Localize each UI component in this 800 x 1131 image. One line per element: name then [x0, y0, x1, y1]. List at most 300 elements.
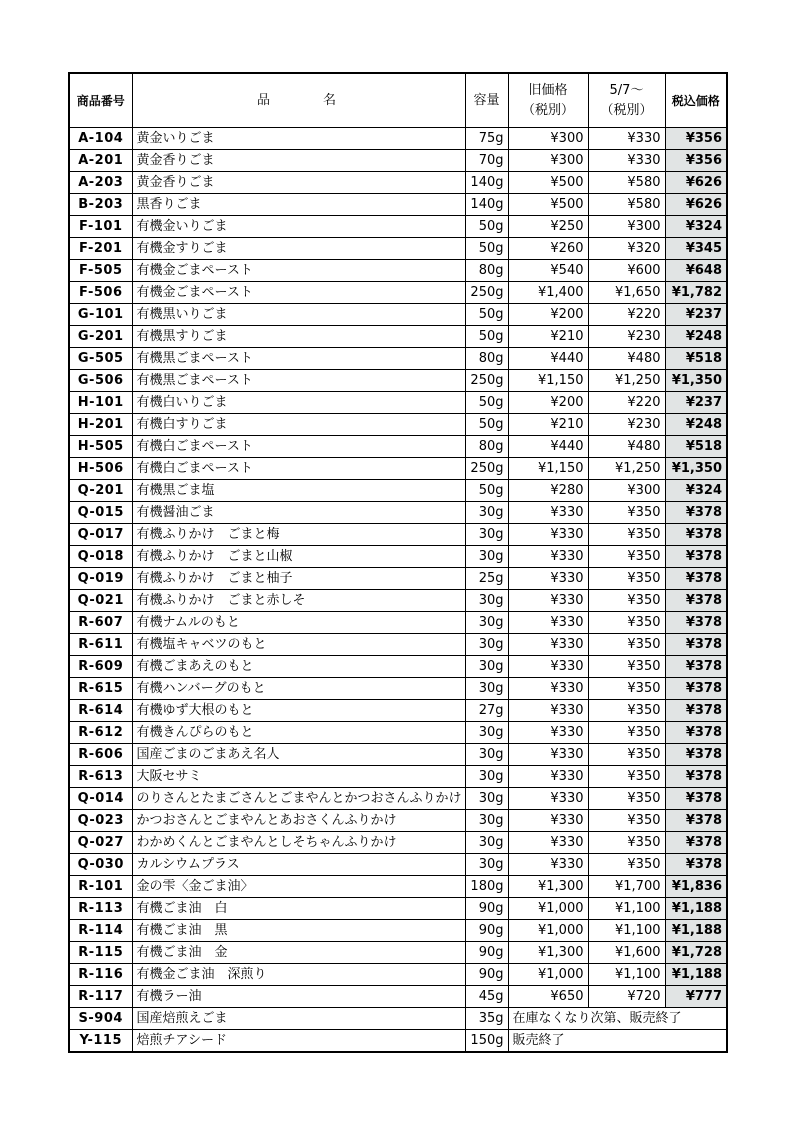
capacity: 30g	[465, 612, 508, 634]
product-code: B-203	[69, 194, 132, 216]
new-price: ¥350	[588, 854, 665, 876]
product-name: 有機金ごまペースト	[132, 282, 465, 304]
capacity: 90g	[465, 964, 508, 986]
product-name: 有機金ごまペースト	[132, 260, 465, 282]
product-name: 有機金ごま油 深煎り	[132, 964, 465, 986]
new-price: ¥580	[588, 172, 665, 194]
capacity: 80g	[465, 436, 508, 458]
product-code: R-615	[69, 678, 132, 700]
tax-price: ¥378	[665, 634, 727, 656]
product-code: F-505	[69, 260, 132, 282]
product-name: 焙煎チアシード	[132, 1030, 465, 1053]
tax-price: ¥378	[665, 766, 727, 788]
table-row	[69, 898, 727, 920]
product-code: H-201	[69, 414, 132, 436]
capacity: 30g	[465, 854, 508, 876]
new-price: ¥1,250	[588, 370, 665, 392]
tax-price: ¥1,188	[665, 898, 727, 920]
product-name: 大阪セサミ	[132, 766, 465, 788]
table-row	[69, 458, 727, 480]
product-code: Q-018	[69, 546, 132, 568]
new-price: ¥350	[588, 568, 665, 590]
tax-price: ¥248	[665, 414, 727, 436]
capacity: 150g	[465, 1030, 508, 1053]
capacity: 50g	[465, 238, 508, 260]
capacity: 30g	[465, 546, 508, 568]
old-price: ¥300	[508, 150, 588, 172]
table-row	[69, 722, 727, 744]
new-price: ¥1,250	[588, 458, 665, 480]
old-price: ¥1,150	[508, 458, 588, 480]
new-price: ¥300	[588, 216, 665, 238]
old-price: ¥280	[508, 480, 588, 502]
tax-price: ¥1,782	[665, 282, 727, 304]
old-price: ¥300	[508, 128, 588, 150]
product-code: A-201	[69, 150, 132, 172]
capacity: 50g	[465, 480, 508, 502]
old-price: ¥1,000	[508, 920, 588, 942]
new-price: ¥350	[588, 766, 665, 788]
new-price: ¥720	[588, 986, 665, 1008]
product-code: R-114	[69, 920, 132, 942]
old-price: ¥250	[508, 216, 588, 238]
new-price: ¥350	[588, 722, 665, 744]
capacity: 30g	[465, 502, 508, 524]
product-code: R-612	[69, 722, 132, 744]
table-row	[69, 502, 727, 524]
tax-price: ¥345	[665, 238, 727, 260]
table-row	[69, 150, 727, 172]
table-row	[69, 304, 727, 326]
header-code: 商品番号	[69, 73, 132, 128]
capacity: 90g	[465, 942, 508, 964]
tax-price: ¥378	[665, 612, 727, 634]
tax-price: ¥1,188	[665, 964, 727, 986]
table-row	[69, 766, 727, 788]
sales-note: 販売終了	[508, 1030, 727, 1053]
product-code: R-117	[69, 986, 132, 1008]
new-price: ¥220	[588, 304, 665, 326]
tax-price: ¥378	[665, 744, 727, 766]
new-price: ¥350	[588, 744, 665, 766]
old-price: ¥330	[508, 722, 588, 744]
new-price: ¥1,100	[588, 920, 665, 942]
tax-price: ¥626	[665, 194, 727, 216]
table-row	[69, 216, 727, 238]
tax-price: ¥1,728	[665, 942, 727, 964]
product-code: G-201	[69, 326, 132, 348]
product-name: 国産焙煎えごま	[132, 1008, 465, 1030]
product-name: 黒香りごま	[132, 194, 465, 216]
product-code: H-506	[69, 458, 132, 480]
header-capacity: 容量	[465, 73, 508, 128]
capacity: 27g	[465, 700, 508, 722]
tax-price: ¥378	[665, 810, 727, 832]
product-name: カルシウムプラス	[132, 854, 465, 876]
table-row	[69, 612, 727, 634]
capacity: 50g	[465, 304, 508, 326]
old-price: ¥650	[508, 986, 588, 1008]
table-row	[69, 832, 727, 854]
product-code: R-101	[69, 876, 132, 898]
table-row	[69, 436, 727, 458]
old-price: ¥330	[508, 612, 588, 634]
product-code: F-506	[69, 282, 132, 304]
table-row	[69, 964, 727, 986]
old-price: ¥330	[508, 766, 588, 788]
new-price: ¥220	[588, 392, 665, 414]
old-price: ¥1,150	[508, 370, 588, 392]
table-row	[69, 172, 727, 194]
product-code: G-505	[69, 348, 132, 370]
tax-price: ¥378	[665, 502, 727, 524]
tax-price: ¥378	[665, 524, 727, 546]
old-price: ¥200	[508, 392, 588, 414]
new-price: ¥350	[588, 634, 665, 656]
product-name: 有機きんぴらのもと	[132, 722, 465, 744]
capacity: 30g	[465, 722, 508, 744]
tax-price: ¥626	[665, 172, 727, 194]
product-code: A-203	[69, 172, 132, 194]
product-code: Q-019	[69, 568, 132, 590]
product-code: F-201	[69, 238, 132, 260]
product-code: Y-115	[69, 1030, 132, 1053]
product-code: R-606	[69, 744, 132, 766]
new-price: ¥480	[588, 348, 665, 370]
table-row	[69, 546, 727, 568]
old-price: ¥1,300	[508, 942, 588, 964]
new-price: ¥350	[588, 810, 665, 832]
product-name: 有機塩キャベツのもと	[132, 634, 465, 656]
capacity: 30g	[465, 766, 508, 788]
capacity: 50g	[465, 326, 508, 348]
tax-price: ¥1,836	[665, 876, 727, 898]
table-row	[69, 810, 727, 832]
old-price: ¥540	[508, 260, 588, 282]
old-price: ¥210	[508, 414, 588, 436]
product-code: R-614	[69, 700, 132, 722]
tax-price: ¥378	[665, 832, 727, 854]
new-price: ¥1,650	[588, 282, 665, 304]
header-new-price-line2: （税別）	[600, 102, 653, 118]
new-price: ¥600	[588, 260, 665, 282]
table-row	[69, 194, 727, 216]
capacity: 80g	[465, 348, 508, 370]
product-code: R-113	[69, 898, 132, 920]
new-price: ¥330	[588, 128, 665, 150]
new-price: ¥580	[588, 194, 665, 216]
old-price: ¥1,000	[508, 898, 588, 920]
header-old-price-line1: 旧価格	[528, 82, 568, 98]
old-price: ¥330	[508, 700, 588, 722]
old-price: ¥330	[508, 590, 588, 612]
table-row	[69, 414, 727, 436]
product-name: 有機ふりかけ ごまと赤しそ	[132, 590, 465, 612]
product-code: A-104	[69, 128, 132, 150]
capacity: 45g	[465, 986, 508, 1008]
capacity: 90g	[465, 898, 508, 920]
capacity: 30g	[465, 590, 508, 612]
product-name: 有機白ごまペースト	[132, 458, 465, 480]
table-row	[69, 854, 727, 876]
new-price: ¥1,100	[588, 898, 665, 920]
tax-price: ¥378	[665, 678, 727, 700]
table-row	[69, 392, 727, 414]
table-row	[69, 480, 727, 502]
old-price: ¥1,400	[508, 282, 588, 304]
old-price: ¥330	[508, 788, 588, 810]
old-price: ¥440	[508, 436, 588, 458]
tax-price: ¥237	[665, 304, 727, 326]
table-row	[69, 370, 727, 392]
tax-price: ¥1,350	[665, 458, 727, 480]
old-price: ¥330	[508, 502, 588, 524]
table-row	[69, 568, 727, 590]
capacity: 50g	[465, 392, 508, 414]
new-price: ¥230	[588, 414, 665, 436]
old-price: ¥330	[508, 744, 588, 766]
capacity: 30g	[465, 832, 508, 854]
table-row	[69, 590, 727, 612]
new-price: ¥350	[588, 524, 665, 546]
table-row	[69, 678, 727, 700]
product-name: 国産ごまのごまあえ名人	[132, 744, 465, 766]
product-name: 有機ごま油 金	[132, 942, 465, 964]
capacity: 250g	[465, 370, 508, 392]
capacity: 50g	[465, 216, 508, 238]
tax-price: ¥248	[665, 326, 727, 348]
product-name: 有機白ごまペースト	[132, 436, 465, 458]
tax-price: ¥1,350	[665, 370, 727, 392]
capacity: 140g	[465, 194, 508, 216]
product-name: 有機ナムルのもと	[132, 612, 465, 634]
tax-price: ¥378	[665, 788, 727, 810]
product-name: 有機黒ごま塩	[132, 480, 465, 502]
product-name: 有機ゆず大根のもと	[132, 700, 465, 722]
product-name: 有機ごまあえのもと	[132, 656, 465, 678]
capacity: 30g	[465, 634, 508, 656]
product-name: 有機ごま油 黒	[132, 920, 465, 942]
tax-price: ¥324	[665, 216, 727, 238]
new-price: ¥350	[588, 612, 665, 634]
capacity: 30g	[465, 788, 508, 810]
product-name: 黄金香りごま	[132, 172, 465, 194]
table-row	[69, 348, 727, 370]
product-name: わかめくんとごまやんとしそちゃんふりかけ	[132, 832, 465, 854]
product-code: S-904	[69, 1008, 132, 1030]
new-price: ¥350	[588, 502, 665, 524]
product-name: 有機ごま油 白	[132, 898, 465, 920]
product-code: H-101	[69, 392, 132, 414]
old-price: ¥330	[508, 634, 588, 656]
capacity: 250g	[465, 458, 508, 480]
old-price: ¥330	[508, 524, 588, 546]
product-name: 黄金いりごま	[132, 128, 465, 150]
tax-price: ¥518	[665, 436, 727, 458]
table-row	[69, 656, 727, 678]
product-name: 有機黒いりごま	[132, 304, 465, 326]
header-row	[69, 73, 727, 128]
tax-price: ¥324	[665, 480, 727, 502]
tax-price: ¥378	[665, 568, 727, 590]
old-price: ¥210	[508, 326, 588, 348]
product-code: R-115	[69, 942, 132, 964]
product-name: 有機ハンバーグのもと	[132, 678, 465, 700]
sales-note: 在庫なくなり次第、販売終了	[508, 1008, 727, 1030]
header-new-price	[588, 73, 665, 128]
product-code: R-613	[69, 766, 132, 788]
table-row	[69, 744, 727, 766]
tax-price: ¥378	[665, 722, 727, 744]
table-row	[69, 260, 727, 282]
product-code: Q-015	[69, 502, 132, 524]
capacity: 50g	[465, 414, 508, 436]
old-price: ¥330	[508, 678, 588, 700]
product-code: R-607	[69, 612, 132, 634]
header-new-price-line1: 5/7～	[609, 82, 644, 98]
new-price: ¥1,600	[588, 942, 665, 964]
table-row	[69, 942, 727, 964]
product-name: 有機ラー油	[132, 986, 465, 1008]
old-price: ¥330	[508, 546, 588, 568]
capacity: 30g	[465, 524, 508, 546]
tax-price: ¥378	[665, 546, 727, 568]
capacity: 180g	[465, 876, 508, 898]
tax-price: ¥648	[665, 260, 727, 282]
old-price: ¥1,300	[508, 876, 588, 898]
table-row	[69, 920, 727, 942]
new-price: ¥330	[588, 150, 665, 172]
product-code: Q-017	[69, 524, 132, 546]
new-price: ¥350	[588, 788, 665, 810]
capacity: 30g	[465, 744, 508, 766]
header-name: 品 名	[132, 73, 465, 128]
table-row	[69, 326, 727, 348]
product-code: Q-014	[69, 788, 132, 810]
old-price: ¥330	[508, 810, 588, 832]
tax-price: ¥378	[665, 590, 727, 612]
old-price: ¥330	[508, 656, 588, 678]
capacity: 35g	[465, 1008, 508, 1030]
capacity: 25g	[465, 568, 508, 590]
product-name: 金の雫〈金ごま油〉	[132, 876, 465, 898]
old-price: ¥330	[508, 568, 588, 590]
new-price: ¥230	[588, 326, 665, 348]
tax-price: ¥518	[665, 348, 727, 370]
product-code: Q-030	[69, 854, 132, 876]
capacity: 140g	[465, 172, 508, 194]
product-name: 有機ふりかけ ごまと梅	[132, 524, 465, 546]
product-name: 有機金すりごま	[132, 238, 465, 260]
capacity: 30g	[465, 678, 508, 700]
old-price: ¥200	[508, 304, 588, 326]
product-name: 有機黒すりごま	[132, 326, 465, 348]
table-row	[69, 700, 727, 722]
tax-price: ¥1,188	[665, 920, 727, 942]
product-code: R-116	[69, 964, 132, 986]
old-price: ¥500	[508, 194, 588, 216]
new-price: ¥350	[588, 590, 665, 612]
new-price: ¥320	[588, 238, 665, 260]
capacity: 30g	[465, 656, 508, 678]
product-code: G-506	[69, 370, 132, 392]
tax-price: ¥237	[665, 392, 727, 414]
table-row	[69, 634, 727, 656]
product-name: 有機白いりごま	[132, 392, 465, 414]
header-old-price	[508, 73, 588, 128]
product-name: のりさんとたまごさんとごまやんとかつおさんふりかけ	[132, 788, 465, 810]
header-old-price-line2: （税別）	[521, 102, 574, 118]
product-code: R-611	[69, 634, 132, 656]
new-price: ¥300	[588, 480, 665, 502]
price-table	[68, 72, 728, 1053]
table-row	[69, 128, 727, 150]
table-row-discontinued	[69, 1008, 727, 1030]
table-row	[69, 238, 727, 260]
product-name: 黄金香りごま	[132, 150, 465, 172]
table-row	[69, 876, 727, 898]
new-price: ¥350	[588, 656, 665, 678]
product-code: Q-023	[69, 810, 132, 832]
tax-price: ¥378	[665, 854, 727, 876]
tax-price: ¥378	[665, 700, 727, 722]
old-price: ¥500	[508, 172, 588, 194]
tax-price: ¥378	[665, 656, 727, 678]
new-price: ¥1,700	[588, 876, 665, 898]
capacity: 80g	[465, 260, 508, 282]
product-code: H-505	[69, 436, 132, 458]
capacity: 90g	[465, 920, 508, 942]
capacity: 250g	[465, 282, 508, 304]
product-name: 有機黒ごまペースト	[132, 348, 465, 370]
product-code: Q-021	[69, 590, 132, 612]
table-row	[69, 986, 727, 1008]
old-price: ¥440	[508, 348, 588, 370]
product-code: F-101	[69, 216, 132, 238]
new-price: ¥350	[588, 678, 665, 700]
new-price: ¥350	[588, 832, 665, 854]
old-price: ¥260	[508, 238, 588, 260]
capacity: 30g	[465, 810, 508, 832]
product-code: R-609	[69, 656, 132, 678]
product-name: 有機ふりかけ ごまと山椒	[132, 546, 465, 568]
new-price: ¥350	[588, 700, 665, 722]
tax-price: ¥777	[665, 986, 727, 1008]
product-name: 有機黒ごまペースト	[132, 370, 465, 392]
product-code: G-101	[69, 304, 132, 326]
tax-price: ¥356	[665, 128, 727, 150]
product-name: 有機ふりかけ ごまと柚子	[132, 568, 465, 590]
new-price: ¥350	[588, 546, 665, 568]
capacity: 75g	[465, 128, 508, 150]
old-price: ¥330	[508, 832, 588, 854]
table-row	[69, 282, 727, 304]
tax-price: ¥356	[665, 150, 727, 172]
table-row	[69, 524, 727, 546]
new-price: ¥1,100	[588, 964, 665, 986]
product-name: 有機金いりごま	[132, 216, 465, 238]
product-name: 有機白すりごま	[132, 414, 465, 436]
product-code: Q-027	[69, 832, 132, 854]
table-row	[69, 788, 727, 810]
product-code: Q-201	[69, 480, 132, 502]
table-row-discontinued	[69, 1030, 727, 1053]
product-name: かつおさんとごまやんとあおさくんふりかけ	[132, 810, 465, 832]
old-price: ¥330	[508, 854, 588, 876]
header-tax-price: 税込価格	[665, 73, 727, 128]
new-price: ¥480	[588, 436, 665, 458]
product-name: 有機醤油ごま	[132, 502, 465, 524]
